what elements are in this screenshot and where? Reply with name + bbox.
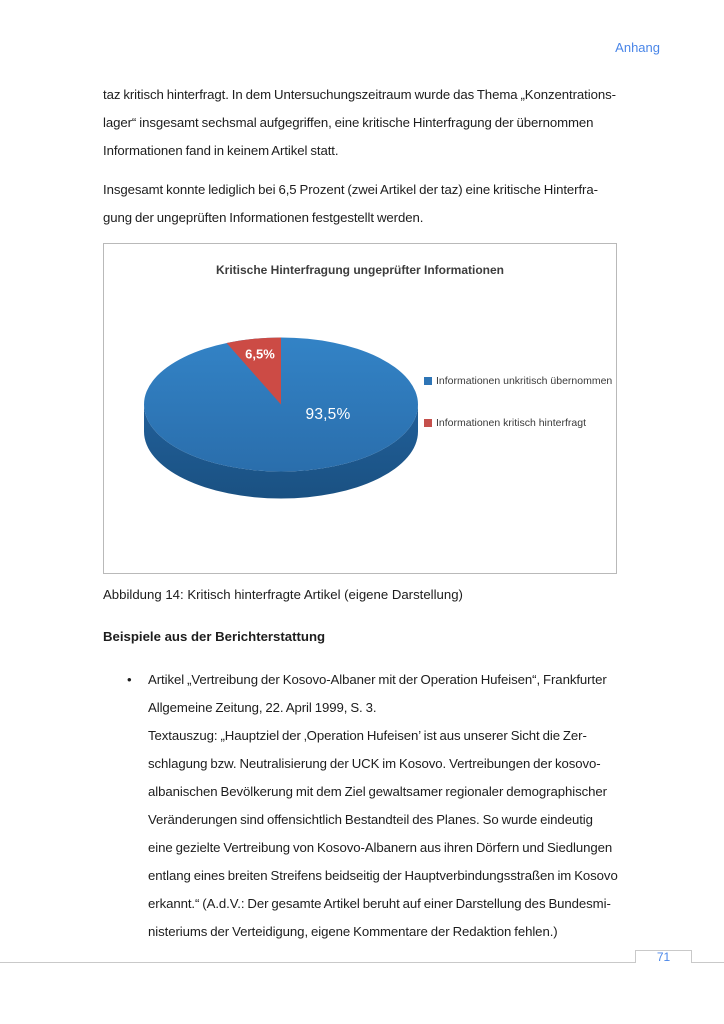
chart-title: Kritische Hinterfragung ungeprüfter Informationen bbox=[215, 263, 504, 277]
figure-pie-chart bbox=[103, 243, 617, 574]
legend-item-blue bbox=[424, 375, 612, 387]
bullet-item bbox=[103, 666, 643, 946]
bullet-line: nisteriums der Verteidigung, eigene Kommentare der Redaktion fehlen.) bbox=[148, 924, 558, 939]
legend-swatch-red bbox=[424, 419, 432, 427]
paragraph-line: Informationen fand in keinem Artikel statt. bbox=[103, 143, 339, 158]
bullet-line: Artikel „Vertreibung der Kosovo-Albaner mit der Operation Hufeisen“, Frankfurter bbox=[148, 672, 607, 687]
paragraph-line: Insgesamt konnte lediglich bei 6,5 Prozent (zwei Artikel der taz) eine kritische Hinterfra- bbox=[103, 182, 598, 197]
page-number: 71 bbox=[635, 950, 692, 963]
paragraph-line: lager“ insgesamt sechsmal aufgegriffen, eine kritische Hinterfragung der übernommen bbox=[103, 115, 594, 130]
pie-chart-3d bbox=[104, 244, 618, 575]
bullet-line: schlagung bzw. Neutralisierung der UCK im Kosovo. Vertreibungen der kosovo- bbox=[148, 756, 601, 771]
bullet-icon: • bbox=[127, 672, 132, 687]
bullet-line: Textauszug: „Hauptziel der ‚Operation Hufeisen’ ist aus unserer Sicht die Zer- bbox=[148, 728, 587, 743]
footer-rule bbox=[0, 962, 724, 963]
paragraph-line: gung der ungeprüften Informationen festgestellt werden. bbox=[103, 210, 424, 225]
legend-item-red bbox=[424, 417, 586, 429]
bullet-line: entlang eines breiten Streifens beidseitig der Hauptverbindungsstraßen im Kosovo bbox=[148, 868, 618, 883]
paragraph-2 bbox=[103, 176, 627, 232]
paragraph-1 bbox=[103, 81, 627, 165]
pie-label-red: 6,5% bbox=[245, 346, 275, 362]
appendix-header: Anhang bbox=[615, 40, 660, 55]
bullet-line: eine gezielte Vertreibung von Kosovo-Albanern aus ihren Dörfern und Siedlungen bbox=[148, 840, 613, 855]
legend-swatch-blue bbox=[424, 377, 432, 385]
legend-label: Informationen kritisch hinterfragt bbox=[436, 417, 586, 429]
bullet-text bbox=[148, 666, 643, 946]
figure-caption: Abbildung 14: Kritisch hinterfragte Artikel (eigene Darstellung) bbox=[103, 587, 463, 602]
paragraph-line: taz kritisch hinterfragt. In dem Untersuchungszeitraum wurde das Thema „Konzentrations- bbox=[103, 87, 616, 102]
bullet-line: albanischen Bevölkerung mit dem Ziel gewaltsamer regionaler demographischer bbox=[148, 784, 607, 799]
bullet-line: Allgemeine Zeitung, 22. April 1999, S. 3. bbox=[148, 700, 377, 715]
pie-label-blue: 93,5% bbox=[305, 406, 351, 423]
section-heading: Beispiele aus der Berichterstattung bbox=[103, 629, 326, 644]
legend-label: Informationen unkritisch übernommen bbox=[436, 375, 613, 387]
bullet-line: Veränderungen sind offensichtlich Bestandteil des Planes. So wurde eindeutig bbox=[148, 812, 593, 827]
bullet-line: erkannt.“ (A.d.V.: Der gesamte Artikel beruht auf einer Darstellung des Bundesmi- bbox=[148, 896, 611, 911]
